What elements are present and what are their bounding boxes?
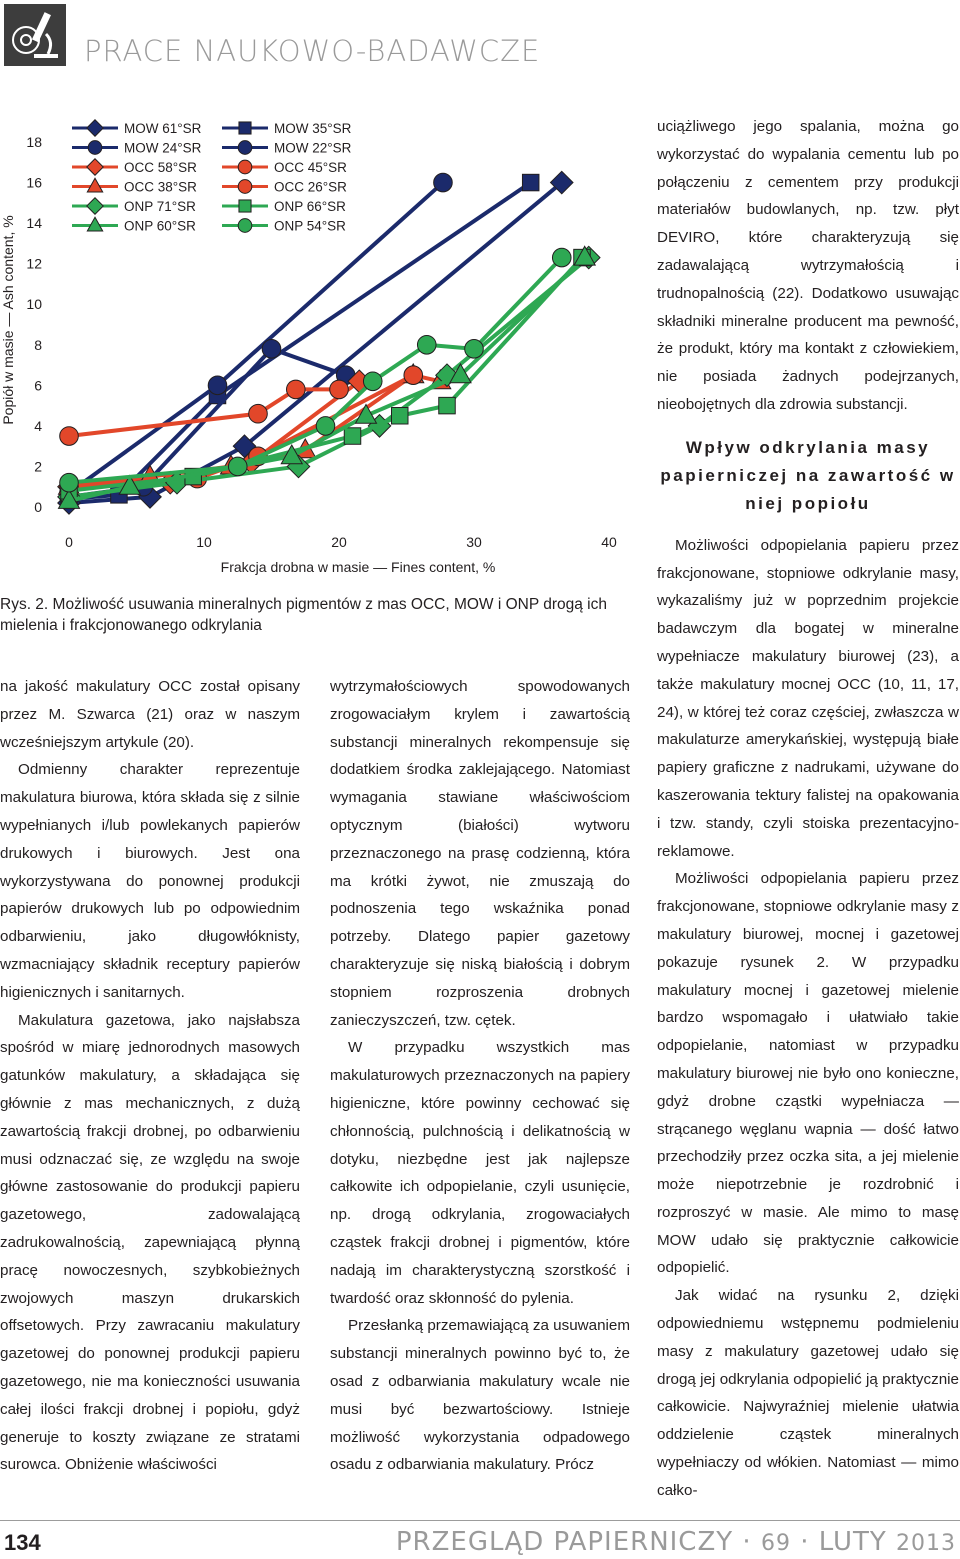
- x-tick-label: 20: [331, 534, 347, 550]
- data-point-square: [239, 200, 251, 212]
- x-tick-label: 40: [601, 534, 617, 550]
- x-tick-label: 30: [466, 534, 482, 550]
- legend-entry: [72, 217, 196, 233]
- legend-entry: [222, 141, 352, 156]
- data-point-circle: [238, 160, 252, 174]
- legend-entry: [222, 180, 347, 195]
- footer-magazine-info: PRZEGLĄD PAPIERNICZY · 69 · LUTY 2013: [395, 1527, 956, 1557]
- data-point-circle: [60, 427, 79, 446]
- figure-caption: Rys. 2. Możliwość usuwania mineralnych pigmentów z mas OCC, MOW i ONP drogą ich mielenia i frakcjonowanego odkrylania: [0, 596, 607, 634]
- data-point-diamond: [87, 198, 104, 215]
- data-point-circle: [88, 141, 102, 155]
- data-point-circle: [208, 376, 227, 395]
- y-tick-label: 6: [34, 377, 42, 394]
- series-line: [69, 258, 562, 483]
- paragraph: Odmienny charakter reprezentuje makulatura biurowa, która składa się z silnie wypełnianych i/lub powlekanych papierów drukowych i biurowych. Jest ona wykorzystywana do ponownej produkcji papierów drukowych lub po odpowiednim odbarwieniu, jako długowłóknisty, wzmacniający składnik receptury papierów higienicznych i sanitarnych.: [0, 761, 300, 1001]
- data-point-circle: [238, 180, 252, 194]
- paragraph: Możliwości odpopielania papieru przez frakcjonowane, stopniowe odkrylanie masy z makulatury biurowej, mocnej i gazetowej pokazuje rysunek 2. W przypadku makulatury mocnej i gazetowej mielenie bardzo wspomagało i ułatwiało takie odpopielanie, natomiast w przypadku makulatury biurowej nie było ono konieczne, gdyż drobne cząstki wypełniacza — strącanego węglanu wapnia — dość łatwo przechodziły przez oczka sita, a jej mielenie może niepotrzebnie je rozdrobnić i rozproszyć w masie. Ale mimo to masę MOW udało się praktycznie całkowicie odpopielić.: [657, 870, 959, 1277]
- data-point-diamond: [87, 120, 104, 137]
- y-tick-label: 2: [34, 458, 42, 475]
- data-point-circle: [404, 366, 423, 385]
- data-point-circle: [417, 335, 436, 354]
- y-tick-label: 16: [26, 174, 42, 191]
- paragraph: Możliwości odpopielania papieru przez frakcjonowane, stopniowe odkrylanie masy, wykazaliśmy już w poprzednim projekcie badawczym dla bogatej w mineralne wypełniacze makulatury biurowej (23), a także makulatury mocnej OCC (10, 11, 17, 24), w której też coraz częściej, zwłaszcza w makulaturze amerykańskiej, występują białe papiery graficzne z nadrukami, używane do kaszerowania tektury falistej na opakowania i tzw. standy, czyli stoiska prezentacyjno-reklamowe.: [657, 536, 959, 860]
- y-tick-label: 0: [34, 499, 42, 515]
- legend-label: ONP 71°SR: [124, 199, 196, 214]
- data-point-square: [522, 174, 539, 191]
- legend-entry: [72, 159, 197, 176]
- chart-legend: [72, 120, 352, 234]
- data-point-circle: [363, 372, 382, 391]
- legend-label: ONP 60°SR: [124, 218, 196, 234]
- legend-entry: [72, 141, 202, 156]
- y-tick-label: 4: [34, 417, 42, 434]
- y-tick-label: 18: [26, 134, 42, 150]
- legend-entry: [72, 198, 196, 215]
- data-point-circle: [238, 219, 252, 233]
- paragraph: Makulatura gazetowa, jako najsłabsza spośród w miarę jednorodnych masowych gatunków makulatury, a składająca się głównie z mas mechanicznych, z dużą zawartością frakcji drobnej, po odbarwieniu musi odznaczać się, ze względu na swoje główne zastosowanie do produkcji papieru gazetowego, zadowalającą zadrukowalnością, zapewniającą płynną pracę nowoczesnych, szybkobieżnych zwojowych maszyn drukarskich offsetowych. Przy zawracaniu makulatury gazetowej do ponownej produkcji papieru gazetowego, nie ma konieczności usuwania całej ilości frakcji drobnej i popiołu, gdyż generuje to koszty związane ze stratami surowca. Obniżenie właściwości: [0, 1011, 300, 1474]
- legend-entry: [222, 199, 346, 214]
- data-point-square: [239, 122, 251, 134]
- section-heading: Wpływ odkrylania masy papierniczej na zawartość w niej popiołu: [660, 437, 956, 513]
- microscope-icon: [4, 4, 66, 66]
- data-point-circle: [330, 380, 349, 399]
- x-tick-label: 0: [65, 534, 73, 550]
- legend-label: OCC 58°SR: [124, 160, 197, 175]
- legend-entry: [222, 121, 352, 136]
- legend-label: ONP 66°SR: [274, 199, 346, 214]
- legend-label: ONP 54°SR: [274, 218, 346, 234]
- legend-label: MOW 24°SR: [124, 140, 202, 156]
- legend-entry: [222, 219, 346, 234]
- data-point-circle: [60, 473, 79, 492]
- x-tick-label: 10: [196, 534, 212, 550]
- data-point-circle: [552, 248, 571, 267]
- data-point-circle: [262, 340, 281, 359]
- journal-logo: [4, 4, 66, 66]
- data-point-circle: [238, 141, 252, 155]
- data-point-circle: [434, 173, 453, 192]
- legend-entry: [222, 160, 347, 175]
- data-point-circle: [287, 380, 306, 399]
- data-point-circle: [228, 457, 247, 476]
- y-axis-label: Popiół w masie — Ash content, %: [0, 215, 16, 425]
- legend-label: OCC 26°SR: [274, 179, 347, 195]
- paragraph: Przesłanką przemawiającą za usuwaniem substancji mineralnych powinno być to, że osad z odbarwiania makulatury wcale nie musi być bezwartościowy. Istnieje możliwość wykorzystania odpadowego osadu z odbarwiania makulatury. Prócz: [330, 1317, 630, 1474]
- text-column-right: [657, 113, 959, 1505]
- legend-label: MOW 22°SR: [274, 140, 352, 156]
- data-point-circle: [249, 404, 268, 423]
- y-tick-label: 12: [26, 255, 42, 272]
- paragraph: wytrzymałościowych spowodowanych zrogowaciałym krylem i zawartością substancji mineralnych rekompensuje się dodatkiem środka zaklejającego. Natomiast wymagania stawiane właściwościom optycznym (białości) wytworu przeznaczonego na prasę codzienną, która ma krótki żywot, nie zmuszają do podnoszenia tego wskaźnika ponad potrzeby. Dlatego papier gazetowy charakteryzuje się niską białością i dobrym stopniem rozproszenia drobnych zanieczyszczeń, tzw. cętek.: [330, 678, 630, 1029]
- series-onp-54-sr: [60, 248, 571, 492]
- section-header-title: PRACE NAUKOWO-BADAWCZE: [84, 34, 541, 68]
- legend-label: MOW 61°SR: [124, 121, 202, 136]
- y-tick-label: 10: [26, 296, 42, 313]
- text-column-middle: [330, 673, 630, 1479]
- ash-vs-fines-chart: [0, 110, 640, 590]
- magazine-name: PRZEGLĄD PAPIERNICZY: [395, 1527, 734, 1557]
- legend-entry: [72, 120, 202, 137]
- y-tick-label: 8: [34, 336, 42, 353]
- legend-label: MOW 35°SR: [274, 121, 352, 136]
- page-number: 134: [4, 1530, 41, 1555]
- paragraph: uciążliwego jego spalania, można go wykorzystać do wypalania cementu lub po połączeniu z cementem przy produkcji materiałów budowlanych, np. tzw. płyt DEVIRO, które charakteryzują się zadawalającą wytrzymałością i trudnopalnością (22). Dodatkowo usuwając składniki mineralne producent ma pewność, że produkt, który ma kontakt z człowiekiem, nie posiada żadnych podejrzanych, nieobojętnych dla zdrowia substancji.: [657, 118, 959, 413]
- data-point-square: [392, 408, 409, 425]
- series-line: [69, 258, 582, 491]
- data-point-diamond: [87, 159, 104, 176]
- issue-number: 69: [760, 1531, 791, 1556]
- paragraph: W przypadku wszystkich mas makulaturowych przeznaczonych na papiery higieniczne, które powinny cechować się chłonnością, pulchnością i delikatnością w dotyku, niezbędne jest jak najlepsze całkowite ich odpopielanie, czyli usunięcie, np. drogą odkrylania, zrogowaciałych cząstek frakcji drobnej i pigmentów, które nadają im charakterystyczną szorstkość i twardość oraz skłonność do pylenia.: [330, 1039, 630, 1307]
- data-point-circle: [316, 417, 335, 436]
- data-point-circle: [465, 340, 484, 359]
- legend-label: OCC 38°SR: [124, 179, 197, 195]
- issue-year: 2013: [896, 1531, 956, 1556]
- y-tick-label: 14: [26, 215, 42, 232]
- issue-month: LUTY: [818, 1527, 887, 1557]
- legend-entry: [72, 178, 197, 194]
- data-point-square: [344, 428, 361, 445]
- paragraph: Jak widać na rysunku 2, dzięki odpowiedniemu wstępnemu podmieleniu masy z makulatury gazetowej udało się drogą jej odkrylania odpopielić ją praktycznie całkowicie. Najwyraźniej mielenie ułatwia oddzielenie cząstek mineralnych wypełniaczy od włókien. Natomiast — mimo całko-: [657, 1287, 959, 1499]
- x-axis-label: Frakcja drobna w masie — Fines content, %: [220, 559, 496, 575]
- legend-label: OCC 45°SR: [274, 160, 347, 175]
- paragraph: na jakość makulatury OCC został opisany przez M. Szwarca (21) oraz w naszym wcześniejszym artykule (20).: [0, 678, 300, 751]
- footer-divider: [0, 1520, 960, 1521]
- text-column-left: [0, 673, 300, 1479]
- data-point-square: [439, 397, 456, 414]
